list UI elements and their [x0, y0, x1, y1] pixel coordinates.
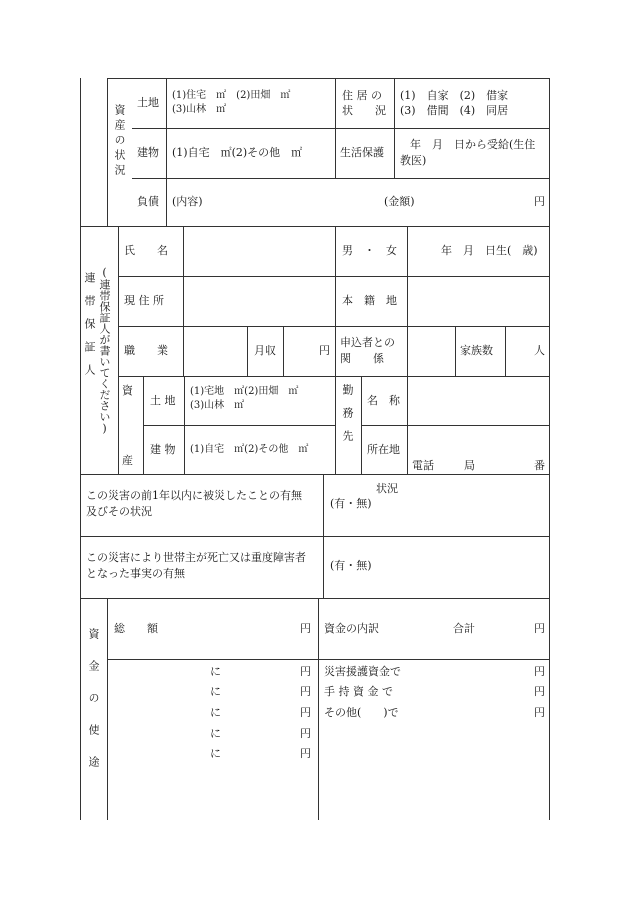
- disaster-q1-status: 状況: [376, 482, 398, 495]
- fund-use-unit: 円: [300, 747, 311, 760]
- assets-land-label: 土地: [137, 96, 159, 109]
- fund-use-label[interactable]: に: [210, 747, 221, 760]
- guarantor-label-divider: [183, 226, 184, 376]
- assets-title-divider: [107, 78, 108, 226]
- assets-housing-label-2: 状 況: [342, 104, 386, 117]
- funds-breakdown-label: 資金の内訳: [324, 622, 379, 635]
- disaster-q1-divider: [323, 474, 324, 536]
- funds-top-border: [80, 598, 550, 599]
- guarantor-row-line-2: [118, 326, 550, 327]
- form-border-left: [80, 78, 81, 820]
- funds-sum-unit: 円: [534, 622, 545, 635]
- assets-row-line-2: [132, 178, 550, 179]
- funds-header-line: [107, 659, 550, 660]
- guarantor-value-divider: [407, 226, 408, 376]
- assets-welfare-label: 生活保護: [340, 146, 384, 159]
- family-label-right: [505, 326, 506, 376]
- disaster-q2-line1: この災害により世帯主が死亡又は重度障害者: [86, 551, 306, 564]
- work-row-line: [361, 425, 550, 426]
- guarantor-assets-row-line: [143, 425, 335, 426]
- assets-row-line-1: [132, 128, 550, 129]
- funds-total-label: 総 額: [114, 622, 158, 635]
- guarantor-sex[interactable]: 男 ・ 女: [342, 244, 397, 257]
- funds-title: 資金の使途: [87, 628, 100, 788]
- guarantor-job-label: 職 業: [124, 344, 168, 357]
- guarantor-building-label: 建 物: [150, 443, 176, 456]
- form-border-right: [549, 78, 550, 820]
- work-phone-office: 局: [464, 459, 475, 472]
- fund-source-unit: 円: [534, 665, 545, 678]
- work-address-label: 所在地: [367, 443, 400, 456]
- guarantor-family-label: 家族数: [460, 344, 493, 357]
- assets-housing-label-1: 住 居 の: [342, 89, 382, 102]
- disaster-top-border: [80, 474, 550, 475]
- assets-housing-value-1[interactable]: (1) 自家 (2) 借家: [400, 89, 509, 102]
- funds-mid-divider: [318, 598, 319, 820]
- assets-label-divider: [166, 78, 167, 226]
- assets-title: 資産の状況: [113, 104, 126, 179]
- assets-debt-content[interactable]: (内容): [172, 195, 203, 208]
- income-label-left: [247, 326, 248, 376]
- assets-welfare-value-2[interactable]: 教医): [400, 154, 427, 167]
- funds-title-divider: [107, 598, 108, 820]
- work-title: 勤務先: [341, 384, 354, 453]
- guarantor-row-line-1: [118, 276, 550, 277]
- guarantor-building-value[interactable]: (1)自宅 ㎡(2)その他 ㎡: [190, 444, 309, 455]
- disaster-q1-answer[interactable]: (有・無): [330, 497, 372, 510]
- guarantor-title-divider: [118, 226, 119, 474]
- work-phone-label: 電話: [412, 459, 434, 472]
- guarantor-relation-label-2: 関 係: [340, 352, 384, 365]
- guarantor-domicile-label: 本 籍 地: [342, 294, 397, 307]
- guarantor-land-value-2[interactable]: (3)山林 ㎡: [190, 400, 245, 411]
- assets-building-value[interactable]: (1)自宅 ㎡(2)その他 ㎡: [172, 146, 303, 159]
- disaster-q2-answer[interactable]: (有・無): [330, 559, 372, 572]
- assets-welfare-value-1[interactable]: 年 月 日から受給(生住: [410, 138, 536, 151]
- assets-housing-value-2[interactable]: (3) 借間 (4) 同居: [400, 104, 509, 117]
- guarantor-assets-char-1: 資: [122, 384, 133, 397]
- guarantor-row-line-3: [118, 376, 550, 377]
- assets-debt-label: 負債: [137, 195, 159, 208]
- guarantor-income-label: 月収: [254, 344, 276, 357]
- guarantor-title: 連帯保証人: [83, 272, 96, 387]
- fund-use-label[interactable]: に: [210, 685, 221, 698]
- fund-use-unit: 円: [300, 727, 311, 740]
- guarantor-note: (連帯保証人が書いてください): [98, 266, 111, 435]
- fund-use-unit: 円: [300, 706, 311, 719]
- guarantor-address-label: 現 住 所: [124, 294, 164, 307]
- funds-sum-label: 合計: [453, 622, 475, 635]
- assets-debt-unit: 円: [534, 195, 545, 208]
- assets-land-value-2[interactable]: (3)山林 ㎡: [172, 104, 227, 115]
- assets-debt-amount[interactable]: (金額): [384, 195, 415, 208]
- guarantor-mid-divider: [335, 226, 336, 474]
- assets-top-border: [107, 78, 550, 79]
- family-label-left: [455, 326, 456, 376]
- guarantor-assets-char-2: 産: [122, 454, 133, 467]
- funds-total-unit: 円: [300, 622, 311, 635]
- disaster-q1-line2: 及びその状況: [86, 505, 152, 518]
- fund-use-label[interactable]: に: [210, 706, 221, 719]
- fund-source-label[interactable]: 災害援護資金で: [324, 665, 401, 678]
- guarantor-land-value-1[interactable]: (1)宅地 ㎡(2)田畑 ㎡: [190, 386, 299, 397]
- disaster-q2-divider: [323, 536, 324, 598]
- fund-source-label[interactable]: その他( )で: [324, 706, 399, 719]
- fund-use-unit: 円: [300, 685, 311, 698]
- guarantor-relation-label-1: 申込者との: [340, 336, 395, 349]
- fund-source-label[interactable]: 手 持 資 金 で: [324, 685, 393, 698]
- disaster-q2-line2: となった事実の有無: [86, 567, 185, 580]
- work-name-label: 名 称: [367, 394, 400, 407]
- fund-use-label[interactable]: に: [210, 727, 221, 740]
- disaster-q1-line1: この災害の前1年以内に被災したことの有無: [86, 489, 302, 502]
- income-label-right: [283, 326, 284, 376]
- guarantor-family-unit: 人: [534, 344, 545, 357]
- guarantor-name-label: 氏 名: [124, 244, 168, 257]
- disaster-mid-line: [80, 536, 550, 537]
- assets-building-label: 建物: [137, 146, 159, 159]
- guarantor-land-label: 土 地: [150, 394, 176, 407]
- guarantor-birth[interactable]: 年 月 日生( 歳): [441, 244, 538, 257]
- fund-use-unit: 円: [300, 665, 311, 678]
- guarantor-income-unit: 円: [319, 344, 330, 357]
- work-phone-number: 番: [534, 459, 545, 472]
- fund-source-unit: 円: [534, 706, 545, 719]
- fund-source-unit: 円: [534, 685, 545, 698]
- assets-land-value-1[interactable]: (1)住宅 ㎡ (2)田畑 ㎡: [172, 90, 291, 101]
- guarantor-top-border: [80, 226, 550, 227]
- fund-use-label[interactable]: に: [210, 665, 221, 678]
